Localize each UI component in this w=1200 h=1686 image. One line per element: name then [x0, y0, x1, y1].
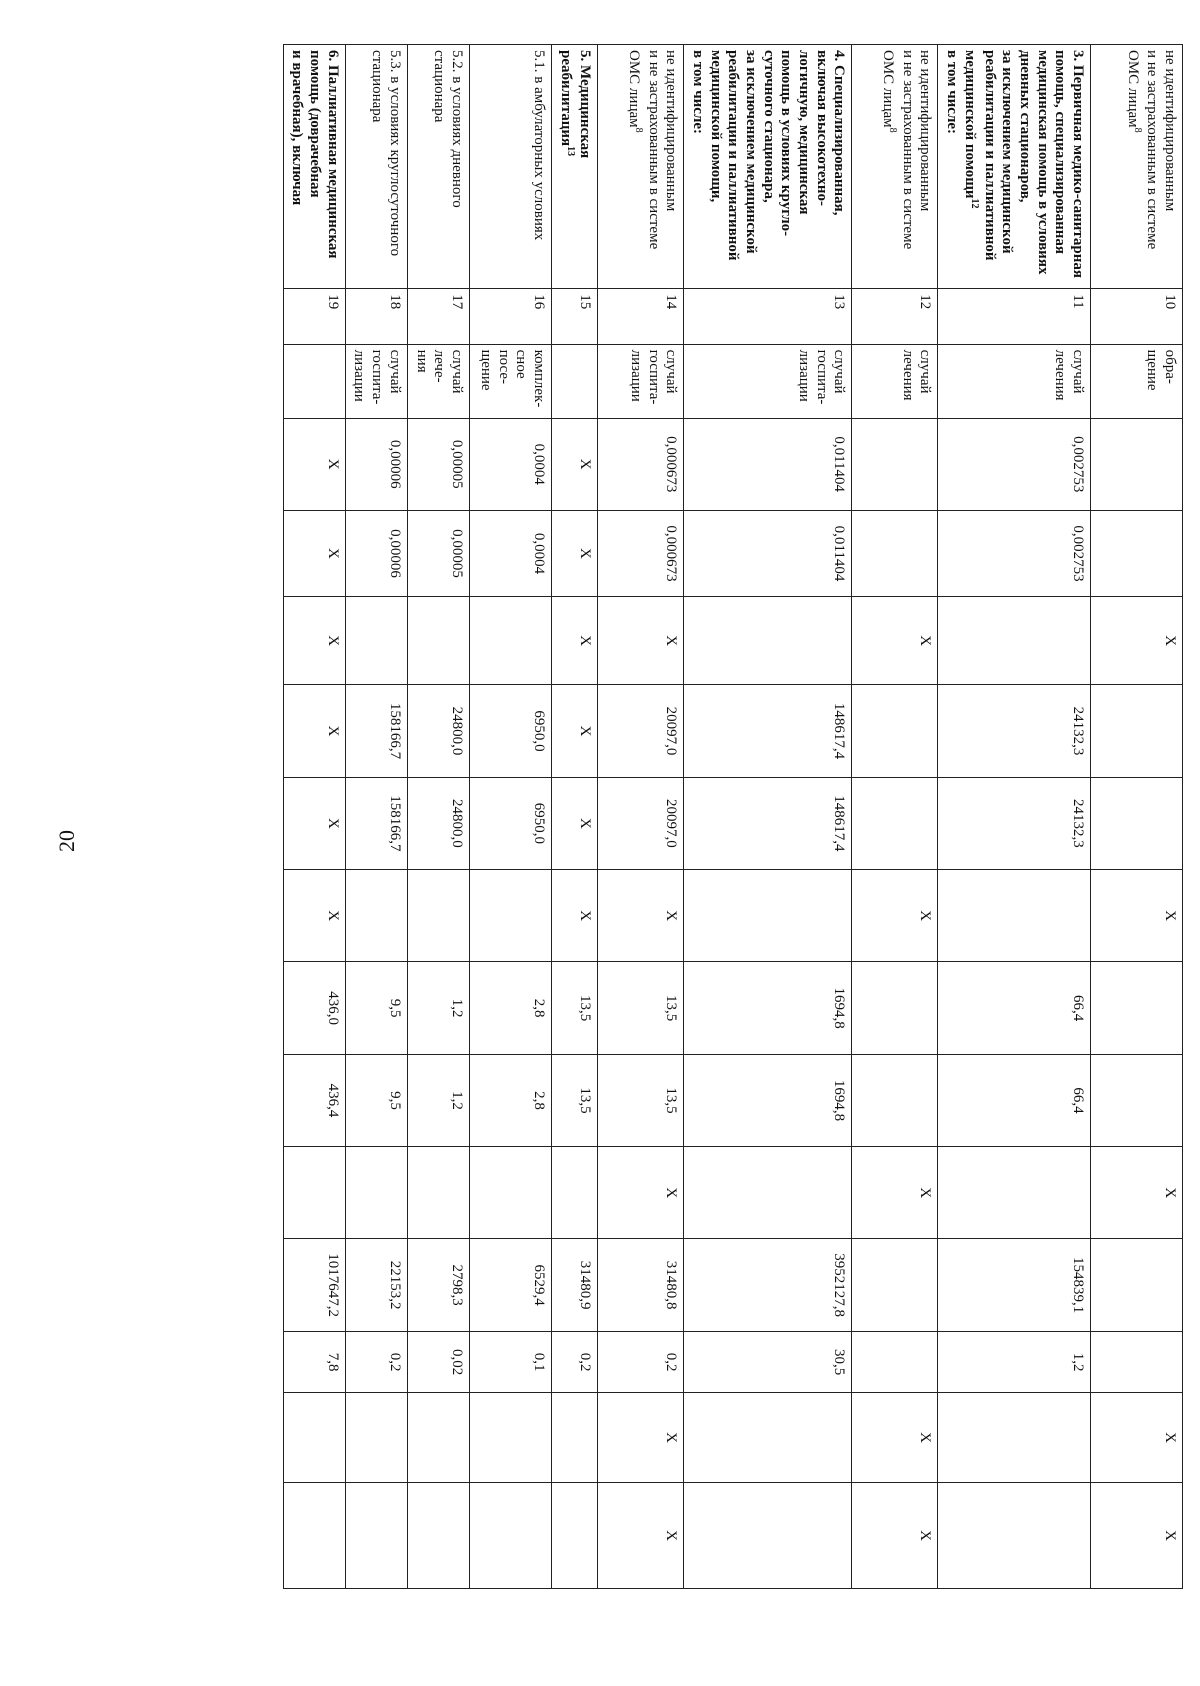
extra-b-cell [283, 1482, 345, 1589]
row-name-line: за исключением медицинской [743, 50, 760, 254]
row-name-line: 4. Специализированная, [831, 50, 848, 216]
cost-oms-cell: 158166,7 [345, 777, 407, 869]
percap-oms-cell: 1694,8 [684, 1054, 852, 1146]
norm-total-cell: 0,00006 [345, 418, 407, 510]
row-name-cell [852, 45, 938, 289]
unit-line: сное [513, 349, 530, 379]
footnote-mark: 13 [564, 146, 576, 157]
percap-total-cell: 1,2 [407, 962, 469, 1054]
cost-oms-cell: X [551, 777, 597, 869]
row-name-line: 5.1. в амбулаторных условиях [530, 50, 547, 241]
unit-line: лечения [899, 349, 916, 401]
norm-budget-cell: X [1091, 597, 1183, 685]
table-row [469, 45, 551, 1649]
percap-total-cell: 13,5 [598, 962, 684, 1054]
table-body [283, 45, 1182, 1649]
norm-oms-cell [1091, 510, 1183, 596]
cost-oms-cell [1091, 777, 1183, 869]
norm-budget-cell [407, 597, 469, 685]
norm-total-cell [852, 418, 938, 510]
unit-line: случай [386, 349, 403, 394]
row-name-line: 5. Медицинская [577, 50, 594, 159]
percap-oms-cell: 1,2 [407, 1054, 469, 1146]
row-name-line: дневных стационаров, [1016, 50, 1033, 203]
percap-budget-cell: X [598, 1147, 684, 1239]
row-name-line: не идентифицированным [1162, 50, 1178, 212]
cost-budget-cell [684, 870, 852, 962]
cost-budget-cell [938, 870, 1091, 962]
sum-oms-cell: 22153,2 [345, 1239, 407, 1331]
percap-total-cell: 436,0 [283, 962, 345, 1054]
percap-budget-cell [551, 1147, 597, 1239]
row-name-line: реабилитация$^{13}$ [557, 50, 576, 157]
percap-total-cell: 1694,8 [684, 962, 852, 1054]
norm-budget-cell [684, 597, 852, 685]
norm-total-cell: 0,00005 [407, 418, 469, 510]
norm-total-cell: X [283, 418, 345, 510]
cost-oms-cell: X [283, 777, 345, 869]
row-name-line: в том числе: [944, 50, 961, 135]
sum-oms-cell: 3952127,8 [684, 1239, 852, 1331]
sum-oms-cell [852, 1239, 938, 1331]
data-table [283, 44, 1183, 1649]
row-name-line: стационара [431, 50, 448, 123]
unit-cell [283, 344, 345, 418]
percap-budget-cell [469, 1147, 551, 1239]
percap-budget-cell: X [852, 1147, 938, 1239]
percap-budget-cell [684, 1147, 852, 1239]
unit-line: лече- [431, 349, 448, 383]
row-name-line: и не застрахованным в системе [899, 50, 916, 250]
row-name-line: ОМС лицам$^8$ [625, 50, 644, 133]
unit-cell [598, 344, 684, 418]
footnote-mark: 8 [887, 127, 899, 133]
cost-total-cell: 24800,0 [407, 685, 469, 777]
unit-line: щение [477, 349, 494, 391]
share-cell: 0,2 [598, 1331, 684, 1393]
cost-budget-cell: X [1091, 870, 1183, 962]
row-name-line: помощь в условиях кругло- [778, 50, 795, 237]
norm-oms-cell: 0,00005 [407, 510, 469, 596]
cost-budget-cell [407, 870, 469, 962]
row-name-line: 5.2. в условиях дневного [448, 50, 465, 208]
row-number-cell: 19 [283, 289, 345, 344]
share-cell: 0,2 [345, 1331, 407, 1393]
sum-oms-cell: 31480,8 [598, 1239, 684, 1331]
row-name-cell [938, 45, 1091, 289]
cost-oms-cell: 6950,0 [469, 777, 551, 869]
row-name-line: включая высокотехно- [813, 50, 830, 206]
row-name-line: 6. Паллиативная медицинская [324, 50, 341, 259]
unit-line: лечения [1052, 349, 1069, 401]
row-name-line: реабилитации и паллиативной [725, 50, 742, 261]
cost-budget-cell: X [551, 870, 597, 962]
norm-oms-cell: 0,002753 [938, 510, 1091, 596]
extra-a-cell [551, 1393, 597, 1482]
extra-b-cell: X [1091, 1482, 1183, 1589]
unit-line: случай [917, 349, 934, 394]
cost-total-cell [852, 685, 938, 777]
extra-a-cell [345, 1393, 407, 1482]
row-name-line: реабилитации и паллиативной [981, 50, 998, 261]
extra-a-cell: X [1091, 1393, 1183, 1482]
row-name-line: медицинской помощи, [707, 50, 724, 203]
cost-oms-cell: 148617,4 [684, 777, 852, 869]
norm-oms-cell: 0,00006 [345, 510, 407, 596]
table-row [852, 45, 938, 1649]
row-name-line: ОМС лицам$^8$ [880, 50, 899, 133]
table-row [283, 45, 345, 1649]
unit-cell [1091, 344, 1183, 418]
sum-oms-cell: 31480,9 [551, 1239, 597, 1331]
percap-oms-cell: 2,8 [469, 1054, 551, 1146]
sum-oms-cell: 154839,1 [938, 1239, 1091, 1331]
sum-oms-cell: 6529,4 [469, 1239, 551, 1331]
row-name-line: не идентифицированным [663, 50, 680, 212]
row-name-line: и не застрахованным в системе [1144, 50, 1161, 250]
extra-b-cell [345, 1482, 407, 1589]
extra-a-cell: X [852, 1393, 938, 1482]
sum-oms-cell: 1017647,2 [283, 1239, 345, 1331]
unit-cell [938, 344, 1091, 418]
row-name-line: ОМС лицам$^8$ [1124, 50, 1143, 133]
row-name-line: в том числе: [690, 50, 706, 135]
percap-total-cell: 13,5 [551, 962, 597, 1054]
percap-total-cell: 2,8 [469, 962, 551, 1054]
percap-budget-cell [345, 1147, 407, 1239]
unit-line: обра- [1162, 349, 1178, 384]
cost-oms-cell: 24132,3 [938, 777, 1091, 869]
norm-total-cell: 0,002753 [938, 418, 1091, 510]
norm-total-cell: X [551, 418, 597, 510]
cost-total-cell: 148617,4 [684, 685, 852, 777]
percap-budget-cell [938, 1147, 1091, 1239]
footnote-mark: 8 [1131, 127, 1143, 133]
norm-oms-cell: X [551, 510, 597, 596]
percap-budget-cell [407, 1147, 469, 1239]
cost-budget-cell: X [598, 870, 684, 962]
extra-a-cell [469, 1393, 551, 1482]
unit-line: случай [448, 349, 465, 394]
share-cell: 0,2 [551, 1331, 597, 1393]
cost-total-cell: X [283, 685, 345, 777]
norm-oms-cell [852, 510, 938, 596]
row-name-line: помощь (доврачебная [307, 50, 324, 198]
table-row [551, 45, 597, 1649]
row-number-cell: 13 [684, 289, 852, 344]
cost-budget-cell [469, 870, 551, 962]
row-number-cell: 11 [938, 289, 1091, 344]
row-number-cell: 16 [469, 289, 551, 344]
row-name-line: медицинской помощи$^{12}$ [961, 50, 980, 209]
row-number-cell: 17 [407, 289, 469, 344]
extra-a-cell [283, 1393, 345, 1482]
extra-a-cell [938, 1393, 1091, 1482]
share-cell: 7,8 [283, 1331, 345, 1393]
norm-total-cell: 0,000673 [598, 418, 684, 510]
cost-total-cell: X [551, 685, 597, 777]
cost-oms-cell [852, 777, 938, 869]
percap-total-cell: 66,4 [938, 962, 1091, 1054]
percap-oms-cell: 66,4 [938, 1054, 1091, 1146]
share-cell: 1,2 [938, 1331, 1091, 1393]
row-name-cell [598, 45, 684, 289]
page-number: 20 [54, 830, 79, 852]
extra-b-cell [469, 1482, 551, 1589]
percap-oms-cell [1091, 1054, 1183, 1146]
row-name-line: 3. Первичная медико-санитарная [1070, 50, 1086, 279]
norm-total-cell [1091, 418, 1183, 510]
row-name-line: и не застрахованным в системе [645, 50, 662, 250]
cost-total-cell: 24132,3 [938, 685, 1091, 777]
sum-oms-cell [1091, 1239, 1183, 1331]
unit-line: госпита- [369, 349, 386, 405]
cost-total-cell [1091, 685, 1183, 777]
norm-budget-cell: X [283, 597, 345, 685]
row-name-line: 5.3. в условиях круглосуточного [386, 50, 403, 257]
norm-oms-cell: 0,000673 [598, 510, 684, 596]
row-name-cell [407, 45, 469, 289]
unit-line: посе- [495, 349, 512, 385]
unit-line: лизации [351, 349, 368, 402]
norm-oms-cell: 0,011404 [684, 510, 852, 596]
percap-oms-cell [852, 1054, 938, 1146]
extra-a-cell [407, 1393, 469, 1482]
extra-b-cell [551, 1482, 597, 1589]
row-name-line: стационара [369, 50, 386, 123]
row-name-line: медицинская помощь в условиях [1034, 50, 1051, 275]
row-number-cell: 12 [852, 289, 938, 344]
extra-b-cell [684, 1482, 852, 1589]
extra-b-cell [407, 1482, 469, 1589]
cost-oms-cell: 20097,0 [598, 777, 684, 869]
percap-total-cell: 9,5 [345, 962, 407, 1054]
norm-oms-cell: X [283, 510, 345, 596]
table-row [938, 45, 1091, 1649]
sum-oms-cell: 2798,3 [407, 1239, 469, 1331]
row-name-line: не идентифицированным [917, 50, 934, 212]
extra-b-cell [938, 1482, 1091, 1589]
table-row [1091, 45, 1183, 1649]
cost-total-cell: 158166,7 [345, 685, 407, 777]
unit-cell [684, 344, 852, 418]
row-name-cell [1091, 45, 1183, 289]
footnote-mark: 12 [968, 198, 980, 209]
row-number-cell: 15 [551, 289, 597, 344]
norm-budget-cell: X [551, 597, 597, 685]
unit-line: случай [663, 349, 680, 394]
norm-budget-cell [469, 597, 551, 685]
unit-line: лизации [796, 349, 813, 402]
unit-line: ния [413, 349, 430, 373]
extra-a-cell [684, 1393, 852, 1482]
table-row [684, 45, 852, 1649]
rotated-table-wrapper [171, 44, 1183, 1649]
table-row [407, 45, 469, 1649]
share-cell: 0,02 [407, 1331, 469, 1393]
share-cell [1091, 1331, 1183, 1393]
norm-budget-cell: X [598, 597, 684, 685]
unit-line: лизации [627, 349, 644, 402]
row-name-cell [283, 45, 345, 289]
share-cell [852, 1331, 938, 1393]
cost-oms-cell: 24800,0 [407, 777, 469, 869]
unit-cell [407, 344, 469, 418]
percap-budget-cell [283, 1147, 345, 1239]
unit-cell [469, 344, 551, 418]
row-name-line: за исключением медицинской [999, 50, 1016, 254]
extra-b-cell: X [598, 1482, 684, 1589]
unit-line: комплек- [530, 349, 547, 408]
extra-a-cell: X [598, 1393, 684, 1482]
row-name-cell [345, 45, 407, 289]
row-name-line: и врачебная), включая [289, 50, 306, 206]
cost-budget-cell [345, 870, 407, 962]
unit-cell [551, 344, 597, 418]
unit-line: щение [1144, 349, 1161, 391]
percap-total-cell [1091, 962, 1183, 1054]
percap-oms-cell: 13,5 [551, 1054, 597, 1146]
norm-budget-cell: X [852, 597, 938, 685]
row-name-cell [551, 45, 597, 289]
unit-cell [345, 344, 407, 418]
norm-budget-cell [345, 597, 407, 685]
cost-total-cell: 6950,0 [469, 685, 551, 777]
row-name-cell [684, 45, 852, 289]
table-row [598, 45, 684, 1649]
norm-total-cell: 0,011404 [684, 418, 852, 510]
percap-total-cell [852, 962, 938, 1054]
table-row [345, 45, 407, 1649]
cost-budget-cell: X [283, 870, 345, 962]
share-cell: 30,5 [684, 1331, 852, 1393]
cost-total-cell: 20097,0 [598, 685, 684, 777]
percap-oms-cell: 13,5 [598, 1054, 684, 1146]
cost-budget-cell: X [852, 870, 938, 962]
percap-budget-cell: X [1091, 1147, 1183, 1239]
row-name-cell [469, 45, 551, 289]
extra-b-cell: X [852, 1482, 938, 1589]
percap-oms-cell: 436,4 [283, 1054, 345, 1146]
norm-total-cell: 0,0004 [469, 418, 551, 510]
unit-line: госпита- [813, 349, 830, 405]
share-cell: 0,1 [469, 1331, 551, 1393]
norm-budget-cell [938, 597, 1091, 685]
norm-oms-cell: 0,0004 [469, 510, 551, 596]
row-number-cell: 18 [345, 289, 407, 344]
row-name-line: суточного стационара, [760, 50, 777, 203]
unit-line: случай [1070, 349, 1086, 394]
unit-cell [852, 344, 938, 418]
footnote-mark: 8 [632, 127, 644, 133]
row-name-line: логичную, медицинская [796, 50, 813, 215]
unit-line: случай [831, 349, 848, 394]
percap-oms-cell: 9,5 [345, 1054, 407, 1146]
row-name-line: помощь, специализированная [1052, 50, 1069, 255]
row-number-cell: 14 [598, 289, 684, 344]
row-number-cell: 10 [1091, 289, 1183, 344]
unit-line: госпита- [645, 349, 662, 405]
